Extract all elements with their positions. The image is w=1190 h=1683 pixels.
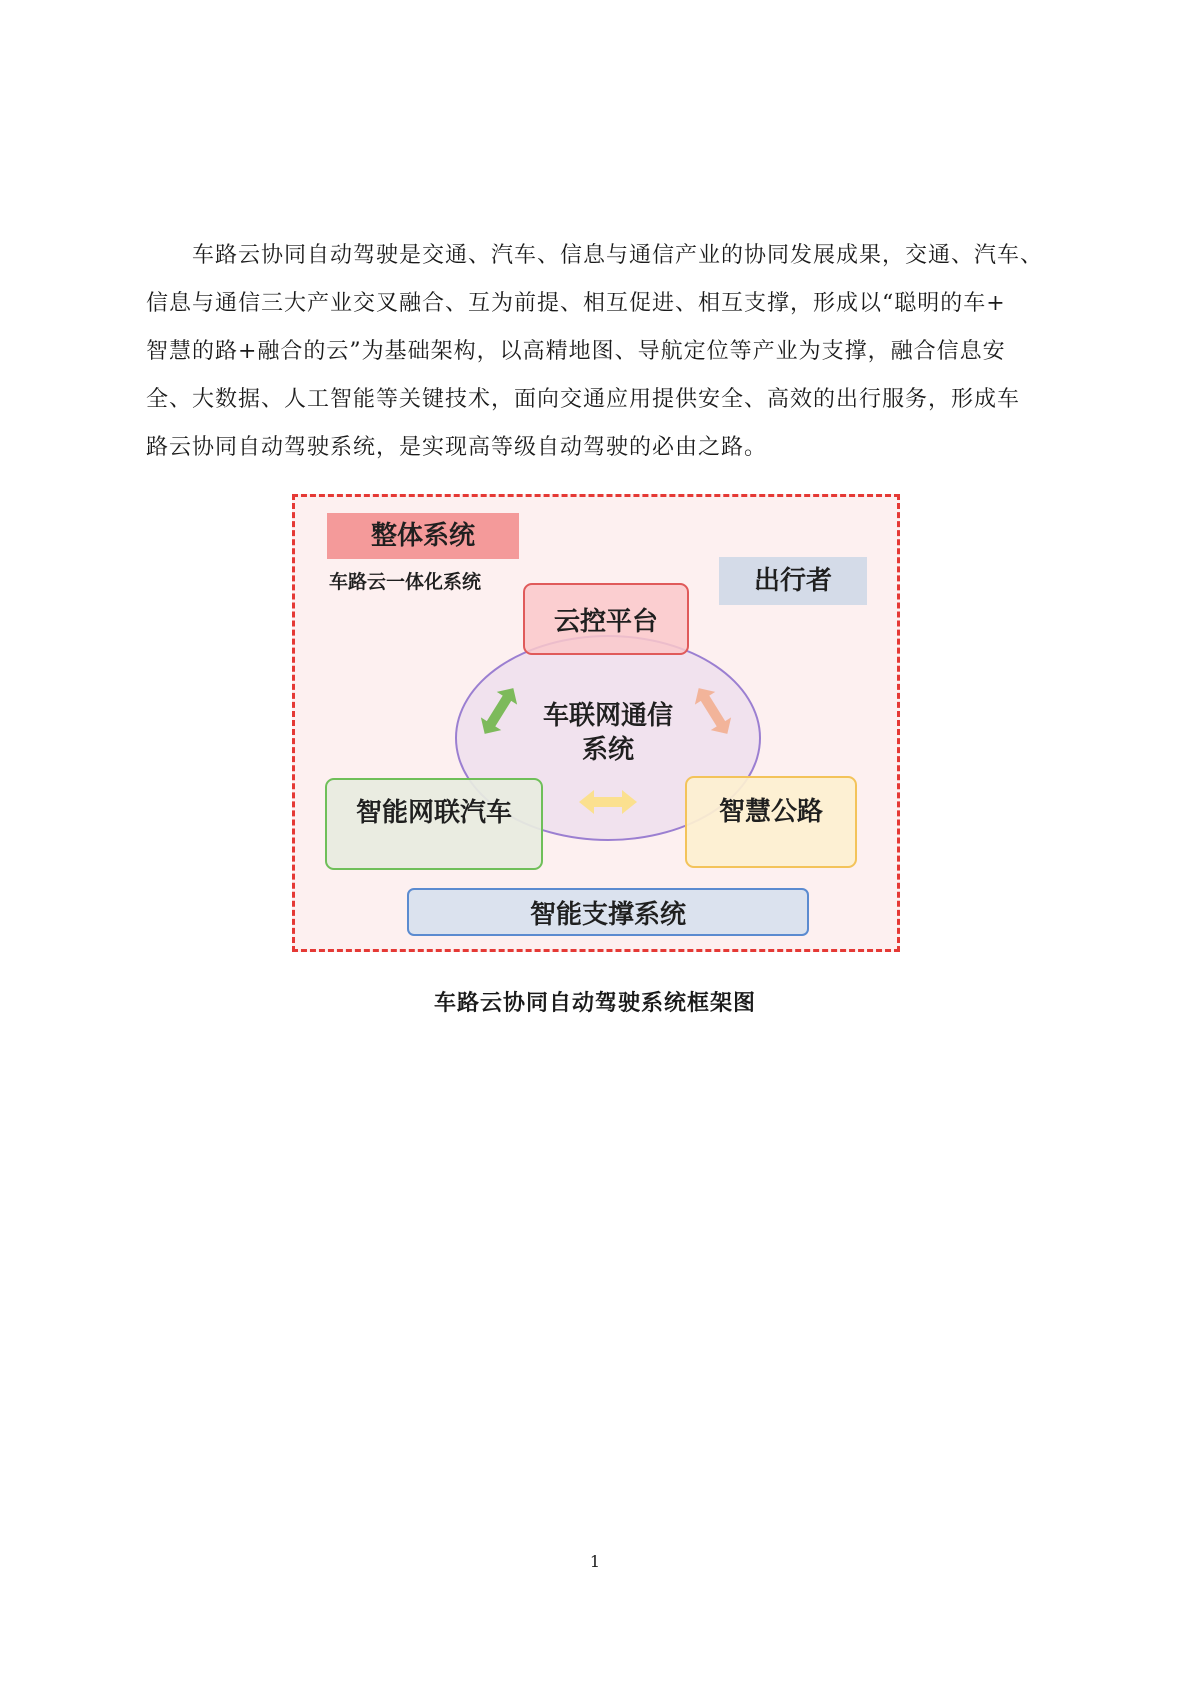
communication-label-line2: 系统 <box>581 735 634 765</box>
paragraph-line: 路云协同自动驾驶系统，是实现高等级自动驾驶的必由之路。 <box>146 435 768 460</box>
smart-road-label: 智慧公路 <box>718 796 823 827</box>
smart-road-box <box>685 776 857 868</box>
whole-system-title: 整体系统 <box>327 513 519 559</box>
body-paragraph <box>146 232 1046 472</box>
double-arrow-icon <box>689 682 737 740</box>
support-system-box <box>407 888 809 936</box>
paragraph-line: 智慧的路+融合的云”为基础架构，以高精地图、导航定位等产业为支撑，融合信息安 <box>146 339 1006 364</box>
page-number: 1 <box>589 1552 601 1571</box>
communication-label <box>525 699 691 767</box>
intelligent-vehicle-label: 智能网联汽车 <box>355 797 512 828</box>
cloud-platform-box <box>523 583 689 655</box>
paragraph-line: 信息与通信三大产业交叉融合、互为前提、相互促进、相互支撑，形成以“聪明的车+ <box>146 291 1006 316</box>
double-arrow-icon <box>475 682 523 740</box>
traveler-label: 出行者 <box>719 557 867 605</box>
whole-system-subtitle: 车路云一体化系统 <box>329 571 482 593</box>
intelligent-vehicle-box <box>325 778 543 870</box>
paragraph-line: 全、大数据、人工智能等关键技术，面向交通应用提供安全、高效的出行服务，形成车 <box>146 387 1021 412</box>
support-system-label: 智能支撑系统 <box>529 899 686 930</box>
cloud-platform-label: 云控平台 <box>553 606 658 637</box>
figure-caption: 车路云协同自动驾驶系统框架图 <box>433 990 756 1016</box>
communication-label-line1: 车联网通信 <box>542 701 673 731</box>
paragraph-line: 车路云协同自动驾驶是交通、汽车、信息与通信产业的协同发展成果，交通、汽车、 <box>192 243 1044 268</box>
double-arrow-icon <box>577 787 639 817</box>
framework-diagram <box>292 494 900 952</box>
